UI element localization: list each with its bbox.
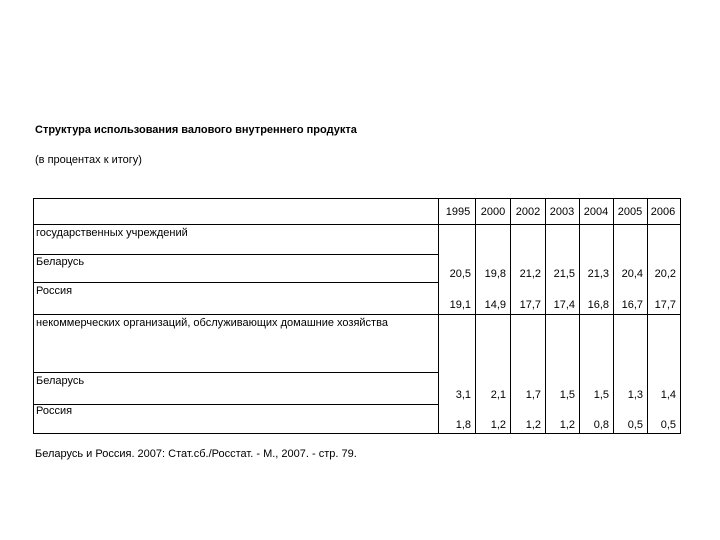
section-label: государственных учреждений	[36, 227, 188, 239]
table-cell: 0,5	[660, 419, 676, 431]
table-cell: 21,2	[519, 268, 541, 280]
table-cell: 1,2	[525, 419, 541, 431]
table-border-right	[680, 198, 681, 434]
column-divider	[475, 198, 476, 434]
table-cell: 0,8	[593, 419, 609, 431]
row-divider	[33, 282, 438, 283]
table-cell: 1,2	[490, 419, 506, 431]
source-note: Беларусь и Россия. 2007: Стат.сб./Росстат. - М., 2007. - стр. 79.	[35, 448, 357, 460]
table-cell: 1,5	[593, 389, 609, 401]
table-cell: 1,7	[525, 389, 541, 401]
table-cell: 20,5	[449, 268, 471, 280]
column-divider	[613, 198, 614, 434]
section-label: некоммерческих организаций, обслуживающих домашние хозяйства	[36, 317, 388, 329]
table-cell: 20,2	[654, 268, 676, 280]
row-divider	[33, 254, 438, 255]
table-cell: 21,5	[553, 268, 575, 280]
row-divider	[33, 224, 681, 225]
table-cell: 17,7	[519, 299, 541, 311]
table-cell: 14,9	[484, 299, 506, 311]
column-divider	[579, 198, 580, 434]
table-cell: 19,1	[449, 299, 471, 311]
table-cell: 1,2	[559, 419, 575, 431]
country-label: Россия	[36, 285, 73, 297]
table-cell: 1,5	[559, 389, 575, 401]
table-cell: 3,1	[455, 389, 471, 401]
data-table	[33, 198, 681, 434]
year-header: 1995	[445, 206, 471, 218]
table-border-top	[33, 198, 681, 199]
table-cell: 20,4	[621, 268, 643, 280]
year-header: 2003	[549, 206, 575, 218]
year-header: 2000	[480, 206, 506, 218]
column-divider	[438, 198, 439, 434]
row-divider	[33, 372, 438, 373]
table-cell: 0,5	[627, 419, 643, 431]
table-cell: 1,3	[627, 389, 643, 401]
table-cell: 17,4	[553, 299, 575, 311]
table-cell: 21,3	[587, 268, 609, 280]
table-cell: 1,8	[455, 419, 471, 431]
year-header: 2006	[650, 206, 676, 218]
page-title: Структура использования валового внутреннего продукта	[35, 124, 357, 136]
table-cell: 19,8	[484, 268, 506, 280]
table-cell: 16,8	[587, 299, 609, 311]
table-cell: 16,7	[621, 299, 643, 311]
row-divider	[33, 404, 438, 405]
row-divider	[33, 314, 681, 315]
table-cell: 17,7	[654, 299, 676, 311]
country-label: Беларусь	[36, 256, 85, 268]
table-border-left	[33, 198, 34, 434]
country-label: Россия	[36, 405, 73, 417]
year-header: 2004	[583, 206, 609, 218]
year-header: 2002	[515, 206, 541, 218]
table-border-bottom	[33, 433, 681, 434]
table-cell: 1,4	[660, 389, 676, 401]
page-subtitle: (в процентах к итогу)	[35, 154, 142, 166]
country-label: Беларусь	[36, 375, 85, 387]
column-divider	[545, 198, 546, 434]
year-header: 2005	[617, 206, 643, 218]
column-divider	[510, 198, 511, 434]
table-cell: 2,1	[490, 389, 506, 401]
